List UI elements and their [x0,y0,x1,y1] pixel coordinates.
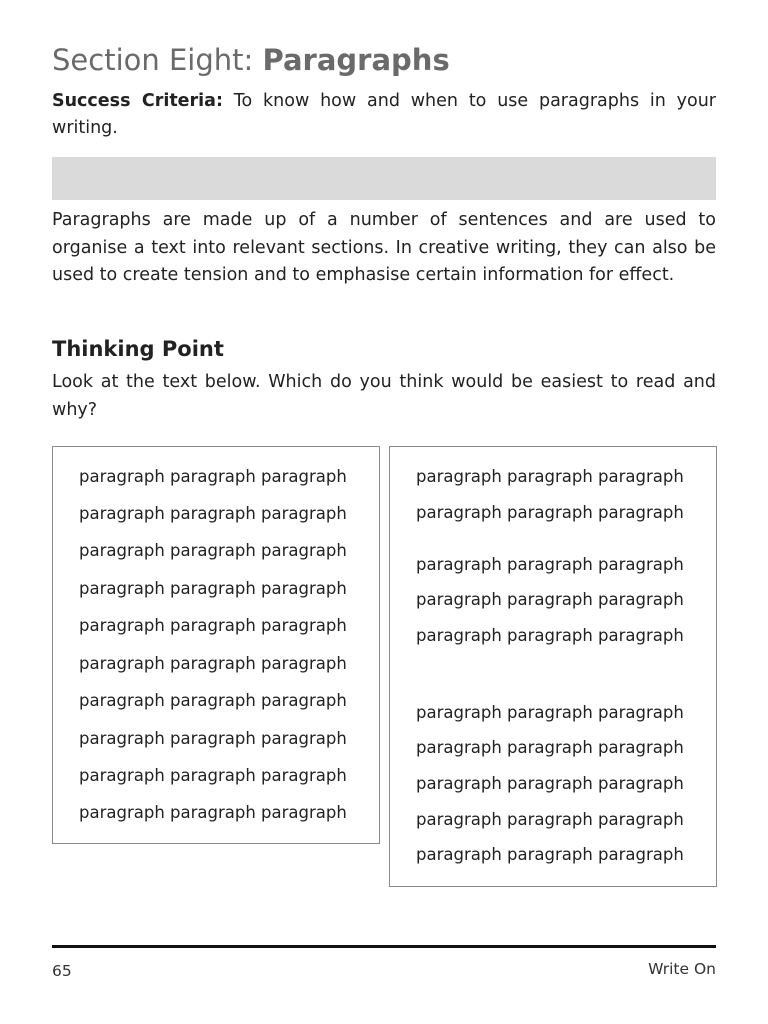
box-line: paragraph paragraph paragraph [416,738,684,757]
box-line: paragraph paragraph paragraph [416,774,684,793]
box-line: paragraph paragraph paragraph [416,703,684,722]
paragraphed-text-box [389,446,717,887]
page-title-prefix: Section Eight: [52,43,263,77]
box-line: paragraph paragraph paragraph [79,467,347,486]
success-criteria-text: To know how and when to use paragraphs in your writing. [52,91,716,138]
box-line: paragraph paragraph paragraph [79,766,347,785]
unparagraphed-text-box [52,446,380,844]
box-line: paragraph paragraph paragraph [79,579,347,598]
page-title [52,40,450,80]
box-line: paragraph paragraph paragraph [79,616,347,635]
box-line: paragraph paragraph paragraph [416,467,684,486]
box-line: paragraph paragraph paragraph [79,541,347,560]
success-criteria-label: Success Criteria: [52,91,223,111]
page-title-strong: Paragraphs [262,43,450,77]
thinking-point-heading: Thinking Point [52,337,224,361]
box-line: paragraph paragraph paragraph [416,590,684,609]
intro-paragraph: Paragraphs are made up of a number of sentences and are used to organise a text into relevant sections. In creative writing, they can also be used to create tension and to emphasise certain information for effect. [52,210,716,285]
book-title: Write On [648,960,716,978]
box-line: paragraph paragraph paragraph [79,803,347,822]
footer-divider [52,945,716,948]
box-line: paragraph paragraph paragraph [79,654,347,673]
box-line: paragraph paragraph paragraph [79,691,347,710]
box-line: paragraph paragraph paragraph [79,729,347,748]
box-line: paragraph paragraph paragraph [416,555,684,574]
box-line: paragraph paragraph paragraph [416,845,684,864]
box-line: paragraph paragraph paragraph [79,504,347,523]
page-number: 65 [52,962,72,980]
thinking-point-text: Look at the text below. Which do you think would be easiest to read and why? [52,372,716,420]
grey-banner [52,157,716,200]
box-line: paragraph paragraph paragraph [416,503,684,522]
box-line: paragraph paragraph paragraph [416,626,684,645]
box-line: paragraph paragraph paragraph [416,810,684,829]
success-criteria [52,88,716,142]
